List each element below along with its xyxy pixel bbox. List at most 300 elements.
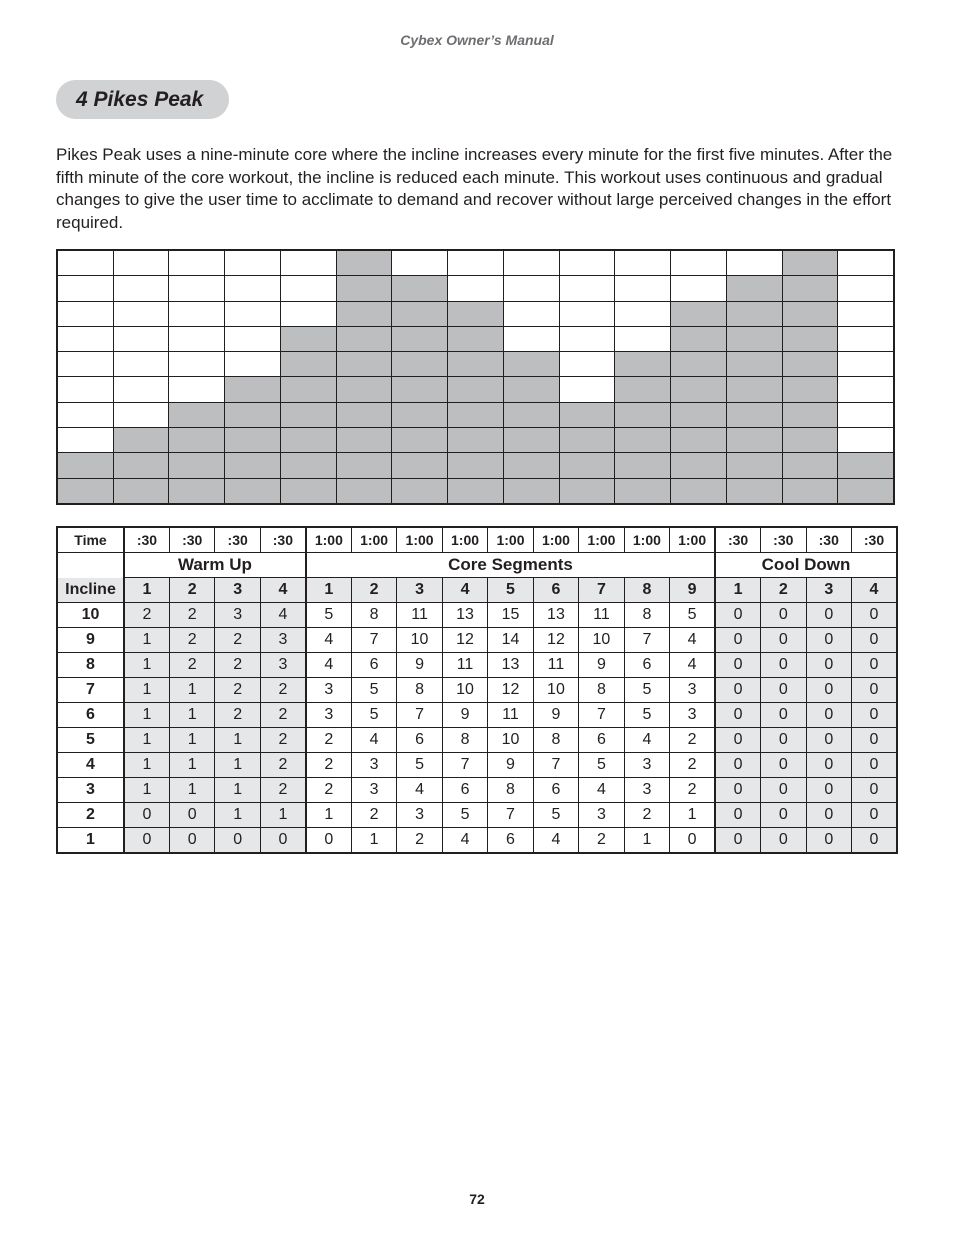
profile-cell — [448, 352, 503, 376]
profile-cell — [615, 403, 670, 427]
table-row — [57, 753, 897, 778]
incline-value: 3 — [260, 628, 305, 653]
incline-value: 0 — [761, 603, 806, 628]
level-label: 3 — [57, 778, 124, 803]
incline-value: 0 — [715, 828, 760, 854]
table-row — [57, 628, 897, 653]
incline-value: 1 — [169, 678, 214, 703]
profile-cell — [58, 377, 113, 401]
segment-number: 8 — [624, 578, 669, 603]
incline-value: 2 — [306, 778, 351, 803]
profile-cell — [783, 453, 838, 477]
profile-cell — [392, 302, 447, 326]
incline-value: 3 — [670, 703, 715, 728]
incline-value: 6 — [488, 828, 533, 854]
incline-value: 2 — [260, 703, 305, 728]
profile-cell — [560, 276, 615, 300]
profile-cell — [114, 251, 169, 275]
incline-value: 1 — [124, 628, 169, 653]
profile-cell — [58, 327, 113, 351]
table-row — [57, 803, 897, 828]
profile-cell — [225, 276, 280, 300]
incline-value: 2 — [169, 603, 214, 628]
phase-blank-cell — [57, 553, 124, 578]
incline-value: 1 — [124, 653, 169, 678]
incline-value: 5 — [579, 753, 624, 778]
profile-cell — [727, 327, 782, 351]
segment-number: 3 — [215, 578, 260, 603]
profile-cell — [783, 377, 838, 401]
incline-value: 8 — [442, 728, 487, 753]
profile-cell — [114, 479, 169, 503]
profile-cell — [448, 302, 503, 326]
profile-cell — [504, 377, 559, 401]
profile-cell — [448, 377, 503, 401]
profile-cell — [392, 276, 447, 300]
segment-number: 5 — [488, 578, 533, 603]
incline-value: 4 — [351, 728, 396, 753]
profile-cell — [337, 453, 392, 477]
profile-cell — [615, 327, 670, 351]
incline-value: 13 — [442, 603, 487, 628]
incline-value: 3 — [624, 753, 669, 778]
profile-cell — [504, 428, 559, 452]
incline-value: 0 — [852, 603, 898, 628]
time-cell: :30 — [260, 527, 305, 553]
incline-value: 0 — [806, 603, 851, 628]
incline-value: 12 — [533, 628, 578, 653]
profile-cell — [337, 403, 392, 427]
incline-value: 1 — [169, 728, 214, 753]
profile-cell — [337, 428, 392, 452]
profile-cell — [560, 377, 615, 401]
incline-value: 9 — [442, 703, 487, 728]
profile-cell — [560, 453, 615, 477]
incline-value: 10 — [397, 628, 442, 653]
time-cell: :30 — [124, 527, 169, 553]
profile-cell — [114, 403, 169, 427]
time-cell: :30 — [806, 527, 851, 553]
time-cell: 1:00 — [351, 527, 396, 553]
profile-cell — [783, 302, 838, 326]
incline-value: 1 — [124, 703, 169, 728]
section-title: 4 Pikes Peak — [56, 80, 229, 119]
incline-value: 0 — [852, 628, 898, 653]
profile-cell — [504, 453, 559, 477]
profile-cell — [225, 403, 280, 427]
profile-cell — [281, 276, 336, 300]
level-label: 7 — [57, 678, 124, 703]
incline-value: 2 — [169, 653, 214, 678]
incline-value: 2 — [670, 728, 715, 753]
segment-number: 1 — [715, 578, 760, 603]
time-cell: 1:00 — [533, 527, 578, 553]
incline-value: 15 — [488, 603, 533, 628]
profile-cell — [169, 428, 224, 452]
table-row — [57, 828, 897, 854]
time-cell: :30 — [852, 527, 898, 553]
profile-cell — [615, 428, 670, 452]
incline-value: 9 — [579, 653, 624, 678]
profile-cell — [838, 453, 893, 477]
incline-value: 2 — [670, 778, 715, 803]
profile-cell — [281, 403, 336, 427]
incline-value: 0 — [806, 703, 851, 728]
profile-cell — [281, 302, 336, 326]
segment-number: 1 — [306, 578, 351, 603]
incline-value: 0 — [715, 678, 760, 703]
incline-value: 8 — [397, 678, 442, 703]
intro-paragraph: Pikes Peak uses a nine-minute core where the incline increases every minute for the first five minutes. After the fifth minute of the core workout, the incline is reduced each minute. This workout uses continuous and gradual changes to give the user time to acclimate to demand and recover without large perceived changes in the effort required. — [56, 145, 893, 232]
incline-value: 2 — [169, 628, 214, 653]
incline-value: 1 — [351, 828, 396, 854]
incline-value: 4 — [624, 728, 669, 753]
incline-value: 0 — [852, 778, 898, 803]
profile-cell — [783, 403, 838, 427]
incline-value: 6 — [442, 778, 487, 803]
incline-value: 3 — [215, 603, 260, 628]
incline-value: 11 — [442, 653, 487, 678]
profile-cell — [783, 251, 838, 275]
incline-value: 0 — [761, 678, 806, 703]
level-label: 5 — [57, 728, 124, 753]
incline-value: 2 — [579, 828, 624, 854]
incline-value: 0 — [761, 828, 806, 854]
incline-value: 4 — [670, 628, 715, 653]
profile-cell — [727, 377, 782, 401]
incline-value: 7 — [624, 628, 669, 653]
incline-value: 10 — [488, 728, 533, 753]
profile-cell — [58, 251, 113, 275]
profile-cell — [225, 479, 280, 503]
table-row — [57, 678, 897, 703]
segment-number: 3 — [806, 578, 851, 603]
profile-cell — [560, 428, 615, 452]
incline-value: 0 — [806, 778, 851, 803]
level-label: 8 — [57, 653, 124, 678]
incline-value: 0 — [806, 803, 851, 828]
profile-cell — [448, 251, 503, 275]
level-label: 4 — [57, 753, 124, 778]
profile-cell — [58, 428, 113, 452]
profile-cell — [671, 479, 726, 503]
incline-value: 10 — [533, 678, 578, 703]
incline-value: 4 — [306, 653, 351, 678]
incline-value: 5 — [306, 603, 351, 628]
profile-cell — [448, 276, 503, 300]
time-cell: 1:00 — [670, 527, 715, 553]
incline-value: 0 — [852, 653, 898, 678]
incline-value: 2 — [260, 728, 305, 753]
incline-value: 9 — [488, 753, 533, 778]
incline-value: 0 — [852, 803, 898, 828]
profile-cell — [169, 302, 224, 326]
profile-cell — [337, 327, 392, 351]
incline-value: 6 — [533, 778, 578, 803]
incline-value: 0 — [806, 828, 851, 854]
profile-cell — [504, 302, 559, 326]
profile-cell — [448, 453, 503, 477]
profile-cell — [615, 251, 670, 275]
incline-value: 3 — [351, 778, 396, 803]
incline-value: 7 — [533, 753, 578, 778]
incline-value: 0 — [852, 728, 898, 753]
incline-value: 0 — [715, 703, 760, 728]
profile-cell — [727, 302, 782, 326]
time-cell: :30 — [761, 527, 806, 553]
profile-cell — [114, 302, 169, 326]
incline-value: 0 — [761, 778, 806, 803]
profile-cell — [337, 479, 392, 503]
profile-cell — [169, 453, 224, 477]
profile-cell — [114, 453, 169, 477]
profile-cell — [169, 276, 224, 300]
incline-value: 1 — [215, 753, 260, 778]
incline-value: 7 — [397, 703, 442, 728]
incline-value: 8 — [624, 603, 669, 628]
table-row — [57, 728, 897, 753]
time-cell: :30 — [215, 527, 260, 553]
profile-cell — [838, 428, 893, 452]
profile-cell — [671, 428, 726, 452]
segment-number: 4 — [852, 578, 898, 603]
incline-value: 0 — [806, 628, 851, 653]
incline-value: 0 — [761, 628, 806, 653]
incline-value: 0 — [169, 803, 214, 828]
profile-cell — [114, 377, 169, 401]
profile-cell — [838, 302, 893, 326]
profile-cell — [281, 352, 336, 376]
incline-value: 0 — [761, 803, 806, 828]
incline-value: 2 — [215, 653, 260, 678]
incline-value: 0 — [761, 753, 806, 778]
incline-value: 1 — [124, 678, 169, 703]
incline-value: 5 — [624, 703, 669, 728]
profile-cell — [58, 352, 113, 376]
incline-value: 11 — [488, 703, 533, 728]
profile-cell — [58, 403, 113, 427]
time-cell: 1:00 — [306, 527, 351, 553]
profile-cell — [504, 276, 559, 300]
incline-value: 2 — [215, 628, 260, 653]
incline-value: 0 — [169, 828, 214, 854]
profile-cell — [504, 352, 559, 376]
time-row — [57, 527, 897, 553]
profile-cell — [783, 352, 838, 376]
incline-value: 0 — [670, 828, 715, 854]
incline-value: 2 — [306, 753, 351, 778]
profile-cell — [58, 453, 113, 477]
incline-value: 0 — [124, 828, 169, 854]
page-number: 72 — [469, 1191, 485, 1207]
profile-cell — [838, 479, 893, 503]
incline-value: 0 — [260, 828, 305, 854]
incline-value: 0 — [715, 653, 760, 678]
profile-cell — [615, 453, 670, 477]
profile-cell — [392, 377, 447, 401]
incline-value: 0 — [806, 728, 851, 753]
incline-value: 1 — [215, 803, 260, 828]
level-label: 1 — [57, 828, 124, 854]
incline-value: 2 — [260, 678, 305, 703]
level-label: 10 — [57, 603, 124, 628]
incline-value: 5 — [670, 603, 715, 628]
incline-value: 8 — [579, 678, 624, 703]
incline-value: 1 — [124, 753, 169, 778]
profile-cell — [615, 276, 670, 300]
time-label: Time — [57, 527, 124, 553]
time-cell: 1:00 — [488, 527, 533, 553]
profile-cell — [392, 403, 447, 427]
profile-cell — [504, 403, 559, 427]
profile-cell — [281, 453, 336, 477]
incline-value: 5 — [351, 678, 396, 703]
profile-cell — [560, 403, 615, 427]
level-label: 6 — [57, 703, 124, 728]
incline-value: 0 — [715, 753, 760, 778]
time-cell: 1:00 — [442, 527, 487, 553]
incline-value: 0 — [715, 803, 760, 828]
incline-value: 1 — [215, 728, 260, 753]
profile-cell — [615, 352, 670, 376]
table-row — [57, 778, 897, 803]
incline-value: 9 — [397, 653, 442, 678]
profile-cell — [448, 327, 503, 351]
profile-cell — [560, 352, 615, 376]
incline-value: 0 — [306, 828, 351, 854]
profile-cell — [671, 403, 726, 427]
incline-value: 5 — [442, 803, 487, 828]
profile-cell — [281, 327, 336, 351]
incline-value: 11 — [579, 603, 624, 628]
incline-value: 6 — [624, 653, 669, 678]
incline-value: 1 — [624, 828, 669, 854]
profile-cell — [392, 428, 447, 452]
segment-number: 2 — [351, 578, 396, 603]
incline-value: 2 — [215, 678, 260, 703]
incline-value: 2 — [260, 778, 305, 803]
profile-cell — [337, 276, 392, 300]
incline-value: 12 — [442, 628, 487, 653]
segment-number: 7 — [579, 578, 624, 603]
phase-label: Cool Down — [715, 553, 897, 578]
profile-cell — [783, 276, 838, 300]
time-cell: 1:00 — [624, 527, 669, 553]
profile-cell — [560, 302, 615, 326]
incline-value: 0 — [761, 653, 806, 678]
profile-cell — [114, 352, 169, 376]
profile-cell — [448, 428, 503, 452]
profile-cell — [448, 479, 503, 503]
profile-cell — [838, 251, 893, 275]
profile-cell — [727, 276, 782, 300]
incline-value: 12 — [488, 678, 533, 703]
incline-value: 0 — [715, 778, 760, 803]
incline-value: 10 — [442, 678, 487, 703]
incline-value: 10 — [579, 628, 624, 653]
profile-cell — [671, 352, 726, 376]
incline-value: 8 — [351, 603, 396, 628]
incline-value: 1 — [124, 728, 169, 753]
time-cell: :30 — [169, 527, 214, 553]
incline-value: 7 — [488, 803, 533, 828]
profile-cell — [392, 453, 447, 477]
incline-value: 8 — [533, 728, 578, 753]
incline-value: 4 — [397, 778, 442, 803]
incline-value: 3 — [670, 678, 715, 703]
incline-value: 0 — [761, 703, 806, 728]
incline-value: 4 — [306, 628, 351, 653]
profile-cell — [392, 327, 447, 351]
level-label: 9 — [57, 628, 124, 653]
profile-cell — [838, 276, 893, 300]
segment-number: 2 — [761, 578, 806, 603]
profile-cell — [671, 453, 726, 477]
profile-cell — [671, 251, 726, 275]
incline-value: 2 — [670, 753, 715, 778]
profile-cell — [615, 302, 670, 326]
profile-cell — [114, 276, 169, 300]
incline-value: 7 — [579, 703, 624, 728]
profile-cell — [504, 479, 559, 503]
incline-value: 3 — [397, 803, 442, 828]
profile-cell — [114, 327, 169, 351]
profile-cell — [281, 251, 336, 275]
time-cell: 1:00 — [397, 527, 442, 553]
incline-value: 6 — [397, 728, 442, 753]
profile-cell — [727, 403, 782, 427]
incline-value: 0 — [761, 728, 806, 753]
incline-value: 2 — [124, 603, 169, 628]
profile-cell — [838, 403, 893, 427]
segment-number: 3 — [397, 578, 442, 603]
time-cell: :30 — [715, 527, 760, 553]
incline-value: 2 — [215, 703, 260, 728]
segment-number: 4 — [442, 578, 487, 603]
profile-cell — [838, 327, 893, 351]
segment-number: 1 — [124, 578, 169, 603]
incline-value: 1 — [215, 778, 260, 803]
incline-value: 0 — [852, 828, 898, 854]
incline-value: 3 — [306, 703, 351, 728]
incline-value: 14 — [488, 628, 533, 653]
profile-cell — [727, 453, 782, 477]
profile-cell — [560, 251, 615, 275]
profile-cell — [838, 352, 893, 376]
profile-cell — [337, 251, 392, 275]
profile-cell — [225, 251, 280, 275]
incline-value: 1 — [169, 753, 214, 778]
profile-cell — [281, 479, 336, 503]
incline-value: 7 — [442, 753, 487, 778]
incline-value: 0 — [124, 803, 169, 828]
incline-value: 8 — [488, 778, 533, 803]
incline-value: 3 — [624, 778, 669, 803]
segment-number: 6 — [533, 578, 578, 603]
incline-value: 6 — [579, 728, 624, 753]
incline-value: 1 — [670, 803, 715, 828]
incline-value: 4 — [260, 603, 305, 628]
profile-cell — [58, 276, 113, 300]
profile-cell — [225, 302, 280, 326]
running-header: Cybex Owner’s Manual — [400, 32, 554, 48]
profile-cell — [337, 302, 392, 326]
table-row — [57, 653, 897, 678]
incline-value: 3 — [351, 753, 396, 778]
profile-cell — [392, 251, 447, 275]
incline-value: 1 — [124, 778, 169, 803]
incline-value: 9 — [533, 703, 578, 728]
